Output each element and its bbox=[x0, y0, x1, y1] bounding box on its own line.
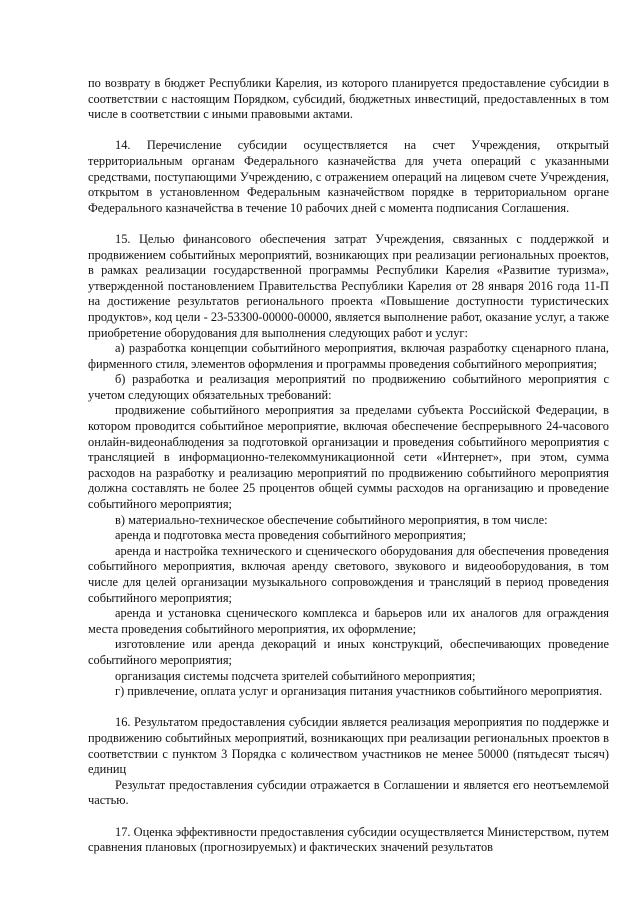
paragraph: г) привлечение, оплата услуг и организация питания участников событийного мероприятия. bbox=[115, 684, 603, 699]
paragraph: 15. Целью финансового обеспечения затрат Учреждения, связанных с поддержкой и продвижением событийных мероприятий, возникающих при реализации региональных проектов, в рамках реализации государственной программы Республики Карелия «Развитие туризма», утвержденной постановлением Правительства Республики Карелия от 28 января 2016 года 11-П на достижение результатов регионального проекта «Повышение доступности туристических продуктов», код цели - 23-53300-00000-00000, является выполнение работ, оказание услуг, а также приобретение оборудования для выполнения следующих работ и услуг: bbox=[88, 231, 609, 340]
paragraph: продвижение событийного мероприятия за пределами субъекта Российской Федерации, в котором проводится событийное мероприятие, включая обеспечение беспрерывного 24-часового онлайн-видеонаблюдения за подготовкой организации и проведения событийного мероприятия с трансляцией в информационно-телекоммуникационной сети «Интернет», при этом, сумма расходов на разработку и реализацию мероприятий по продвижению событийного мероприятия должна составлять не более 25 процентов общей суммы расходов на организацию и проведение событийного мероприятия; bbox=[88, 403, 609, 512]
paragraph: по возврату в бюджет Республики Карелия, из которого планируется предоставление субсидии в соответствии с настоящим Порядком, субсидий, бюджетных инвестиций, предоставленных в том числе в соответствии с иными правовыми актами. bbox=[88, 76, 609, 122]
paragraph: 17. Оценка эффективности предоставления субсидии осуществляется Министерством, путем сравнения плановых (прогнозируемых) и фактических значений результатов bbox=[88, 824, 609, 855]
paragraph: б) разработка и реализация мероприятий по продвижению событийного мероприятия с учетом следующих обязательных требований: bbox=[88, 372, 609, 402]
paragraph: изготовление или аренда декораций и иных конструкций, обеспечивающих проведение событийного мероприятия; bbox=[88, 637, 609, 667]
document-page bbox=[88, 76, 609, 856]
paragraph: Результат предоставления субсидии отражается в Соглашении и является его неотъемлемой частью. bbox=[88, 777, 609, 808]
paragraph: аренда и установка сценического комплекса и барьеров или их аналогов для ограждения места проведения событийного мероприятия, их оформление; bbox=[88, 606, 609, 636]
paragraph: аренда и настройка технического и сценического оборудования для обеспечения проведения событийного мероприятия, включая аренду светового, звукового и видеооборудования, в том числе для целей организации музыкального сопровождения и трансляций в период проведения событийного мероприятия; bbox=[88, 543, 609, 605]
paragraph: 16. Результатом предоставления субсидии является реализация мероприятия по поддержке и продвижению событийных мероприятий, возникающих при реализации региональных проектов в соответствии с пунктом 3 Порядка с количеством участников не менее 50000 (пятьдесят тысяч) единиц bbox=[88, 715, 609, 777]
paragraph: а) разработка концепции событийного мероприятия, включая разработку сценарного плана, фирменного стиля, элементов оформления и программы проведения событийного мероприятия; bbox=[88, 341, 609, 371]
paragraph: в) материально-техническое обеспечение событийного мероприятия, в том числе: bbox=[115, 512, 548, 527]
paragraph: организация системы подсчета зрителей событийного мероприятия; bbox=[115, 668, 476, 683]
paragraph: 14. Перечисление субсидии осуществляется на счет Учреждения, открытый территориальным органам Федерального казначейства для учета операций с указанными средствами, поступающими Учреждению, с отражением операций на лицевом счете Учреждения, открытом в установленном Федеральным казначейством порядке в территориальном органе Федерального казначейства в течение 10 рабочих дней с момента подписания Соглашения. bbox=[88, 138, 609, 215]
paragraph: аренда и подготовка места проведения событийного мероприятия; bbox=[115, 528, 467, 543]
